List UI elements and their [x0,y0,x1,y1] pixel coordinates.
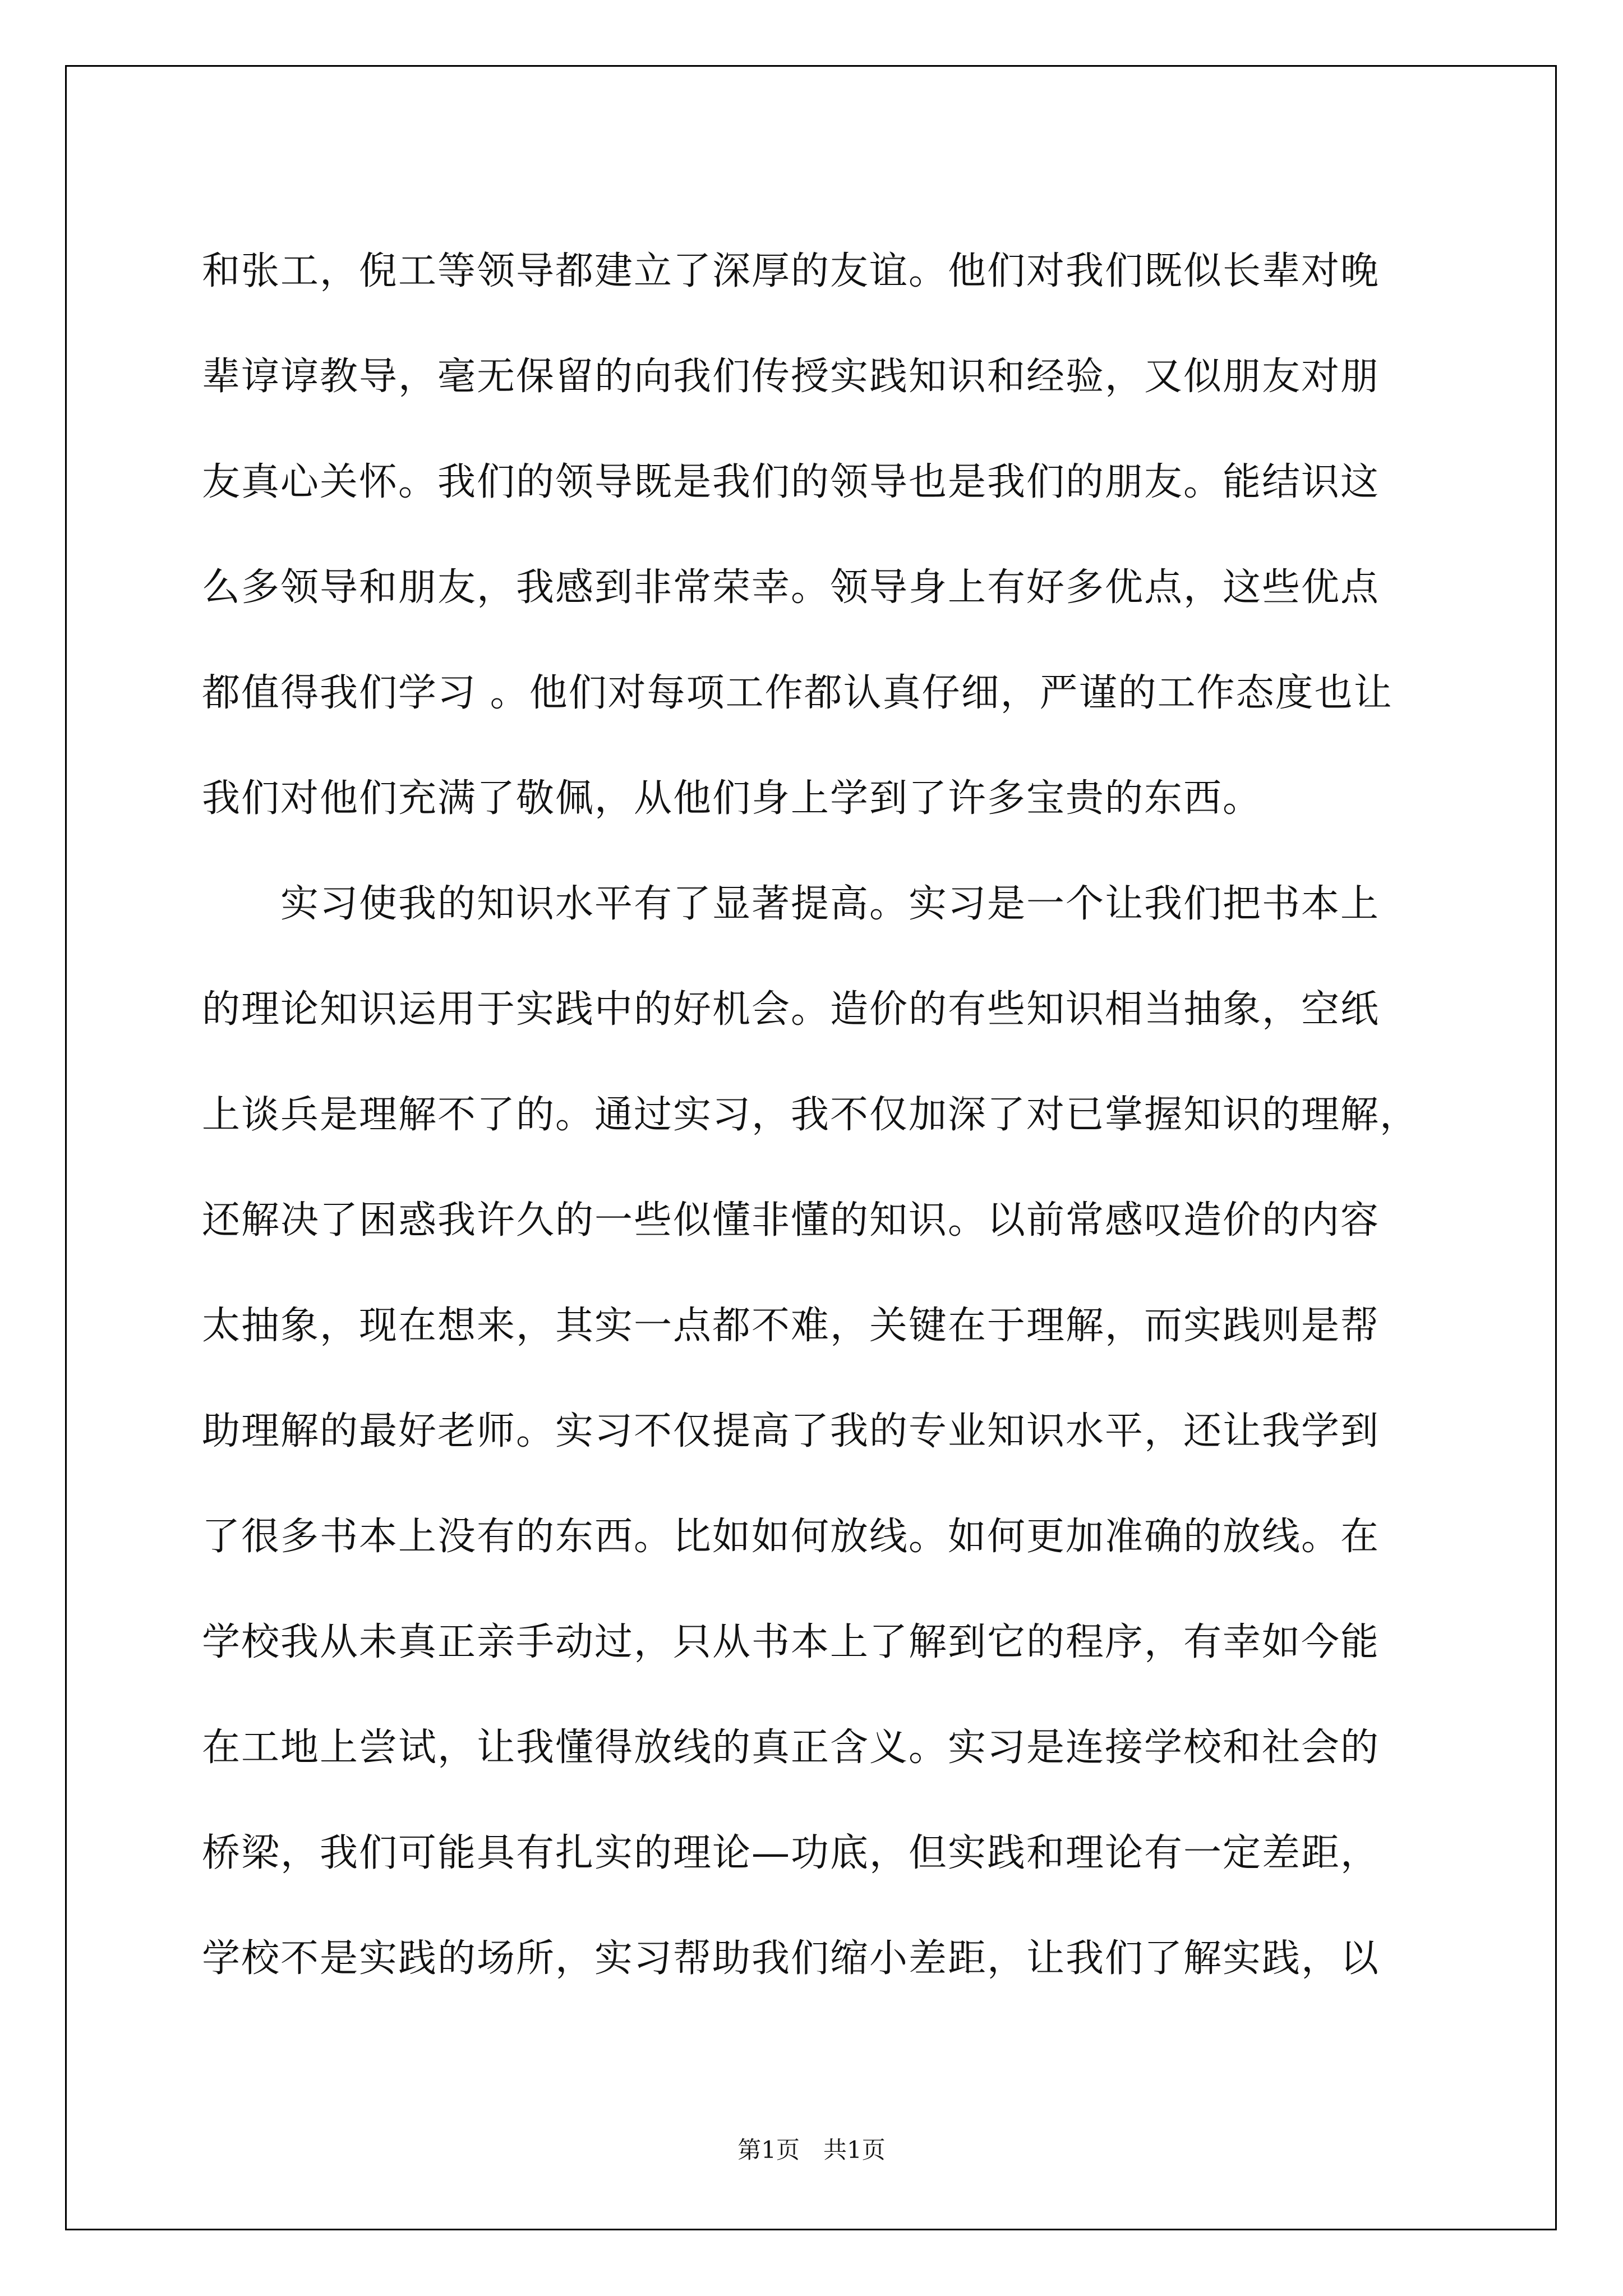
text-line: 和张工，倪工等领导都建立了深厚的友谊。他们对我们既似长辈对晚 [202,249,1380,293]
text-line: 上谈兵是理解不了的。通过实习，我不仅加深了对已掌握知识的理解， [202,1093,1419,1137]
text-line: 辈谆谆教导，毫无保留的向我们传授实践知识和经验，又似朋友对朋 [202,355,1380,399]
text-line: 友真心关怀。我们的领导既是我们的领导也是我们的朋友。能结识这 [202,460,1380,504]
document-body [202,219,1436,2012]
text-line: 我们对他们充满了敬佩，从他们身上学到了许多宝贵的东西。 [202,776,1262,821]
page-number-footer: 第1页 共1页 [737,2136,886,2164]
text-line: 都值得我们学习 。他们对每项工作都认真仔细，严谨的工作态度也让 [202,671,1393,715]
text-line: 学校我从未真正亲手动过，只从书本上了解到它的程序，有幸如今能 [202,1620,1380,1664]
text-line: 桥梁，我们可能具有扎实的理论—功底，但实践和理论有一定差距， [202,1831,1380,1875]
text-line: 了很多书本上没有的东西。比如如何放线。如何更加准确的放线。在 [202,1515,1380,1559]
text-line: 太抽象，现在想来，其实一点都不难，关键在于理解，而实践则是帮 [202,1304,1380,1348]
text-line: 么多领导和朋友，我感到非常荣幸。领导身上有好多优点，这些优点 [202,565,1380,610]
text-line: 还解决了困惑我许久的一些似懂非懂的知识。以前常感叹造价的内容 [202,1198,1380,1243]
paragraph-first-line: 实习使我的知识水平有了显著提高。实习是一个让我们把书本上 [280,882,1380,926]
text-line: 的理论知识运用于实践中的好机会。造价的有些知识相当抽象，空纸 [202,987,1380,1032]
text-line: 在工地上尝试，让我懂得放线的真正含义。实习是连接学校和社会的 [202,1726,1380,1770]
text-line: 学校不是实践的场所，实习帮助我们缩小差距，让我们了解实践，以 [202,1936,1380,1981]
text-line: 助理解的最好老师。实习不仅提高了我的专业知识水平，还让我学到 [202,1409,1380,1453]
